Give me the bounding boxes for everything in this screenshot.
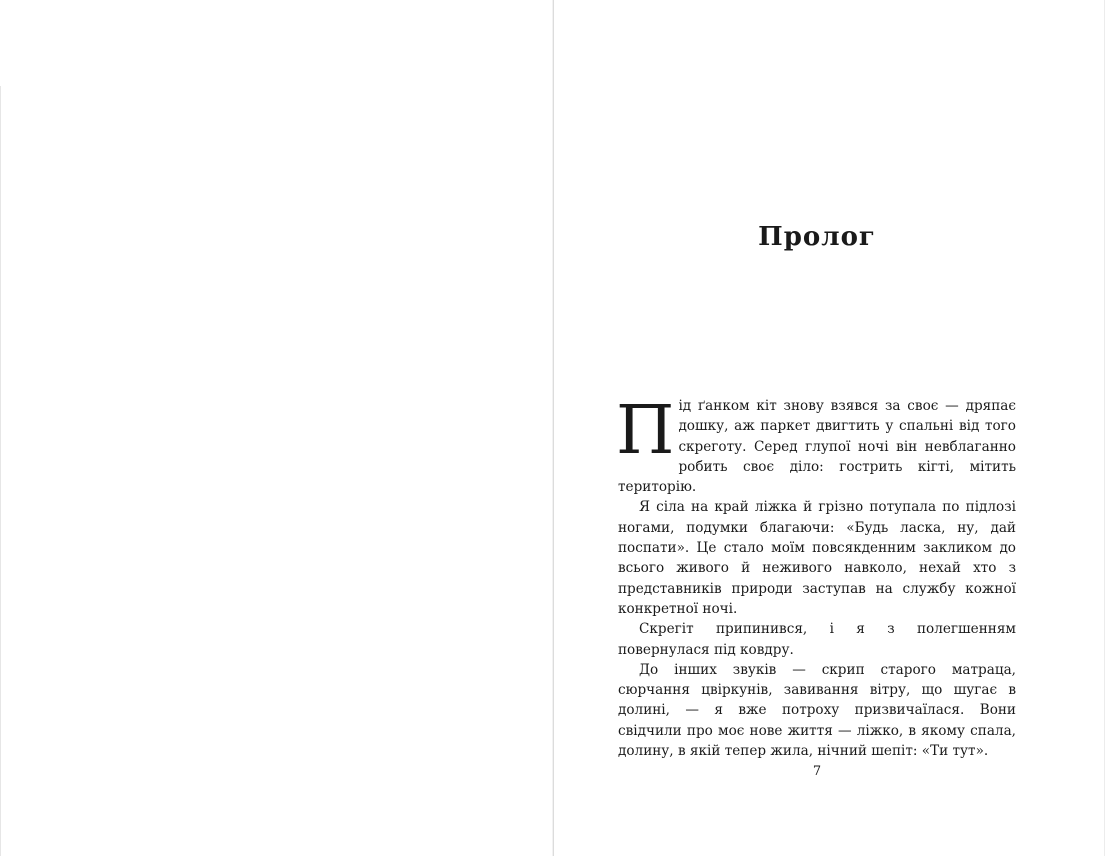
right-page <box>554 0 1105 856</box>
drop-cap: П <box>616 391 675 469</box>
paragraph-1-text: ід ґанком кіт знову взявся за своє — дряпає дошку, аж паркет двигтить у спальні від того скреготу. Серед глупої ночі він невблаганно робить своє діло: гострить кігті, мітить територію. <box>618 398 1016 496</box>
left-page-edge <box>0 86 1 856</box>
chapter-title: Пролог <box>758 222 876 252</box>
prologue-text <box>616 391 1016 761</box>
paragraph-4: До інших звуків — скрип старого матраца, сюрчання цвіркунів, завивання вітру, що шугає в долині, — я вже потроху призвичаїлася. Вони свідчили про моє нове життя — ліжко, в якому спала, долину, в якій тепер жила, нічний шепіт: «Ти тут». <box>618 661 1016 760</box>
paragraph-1 <box>616 391 1016 497</box>
page-number: 7 <box>812 764 822 779</box>
paragraph-2: Я сіла на край ліжка й грізно потупала по підлозі ногами, подумки благаючи: «Будь ласка, ну, дай поспати». Це стало моїм повсякденним закликом до всього живого й неживого навколо, нехай хто з представників природи заступав на службу кожної конкретної ночі. <box>618 499 1016 617</box>
paragraph-3: Скрегіт припинився, і я з полегшенням повернулася під ковдру. <box>618 621 1016 658</box>
